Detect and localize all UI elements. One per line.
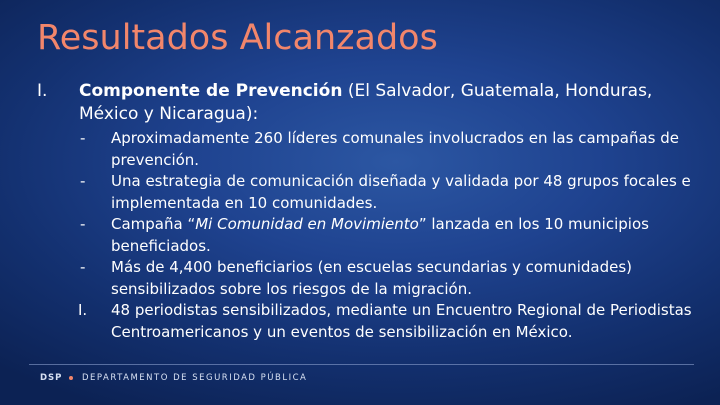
list-item-text: Aproximadamente 260 líderes comunales involucrados en las campañas de prevención.	[111, 129, 680, 169]
list-item-marker: -	[80, 215, 86, 233]
section-heading-text	[79, 80, 699, 126]
section-heading-bold: Componente de Prevención	[79, 81, 343, 101]
list-item	[80, 214, 710, 257]
list-item-marker: I.	[78, 301, 88, 319]
list-item-text: 48 periodistas sensibilizados, mediante un Encuentro Regional de Periodistas Centroamericanos y un eventos de sensibilización en México.	[111, 301, 692, 341]
list-item-marker: -	[80, 258, 86, 276]
list-item-text: Más de 4,400 beneficiarios (en escuelas secundarias y comunidades) sensibilizados sobre los riesgos de la migración.	[111, 258, 633, 298]
slide-title: Resultados Alcanzados	[37, 18, 438, 58]
footer-department: DEPARTAMENTO DE SEGURIDAD PÚBLICA	[82, 373, 308, 383]
section-heading-rest: (El Salvador, Guatemala, Honduras, México y Nicaragua):	[79, 81, 653, 124]
list-item-marker: -	[80, 129, 86, 147]
footer-dot-icon	[69, 376, 73, 380]
campaign-name: Mi Comunidad en Movimiento	[195, 215, 419, 233]
list-item	[80, 171, 710, 214]
footer-divider	[29, 364, 694, 365]
list-item-text-after: ” lanzada en los 10 municipios beneficiados.	[111, 215, 649, 255]
footer-abbreviation: DSP	[40, 373, 63, 383]
list-item-text: Una estrategia de comunicación diseñada y validada por 48 grupos focales e implementada en 10 comunidades.	[111, 172, 691, 212]
section-marker: I.	[37, 81, 48, 101]
list-item	[80, 300, 710, 343]
list-item-marker: -	[80, 172, 86, 190]
list-item	[80, 257, 710, 300]
list-item-text: Campaña “	[111, 215, 196, 233]
list-item	[80, 128, 710, 171]
results-list	[80, 128, 710, 343]
footer	[0, 364, 720, 392]
